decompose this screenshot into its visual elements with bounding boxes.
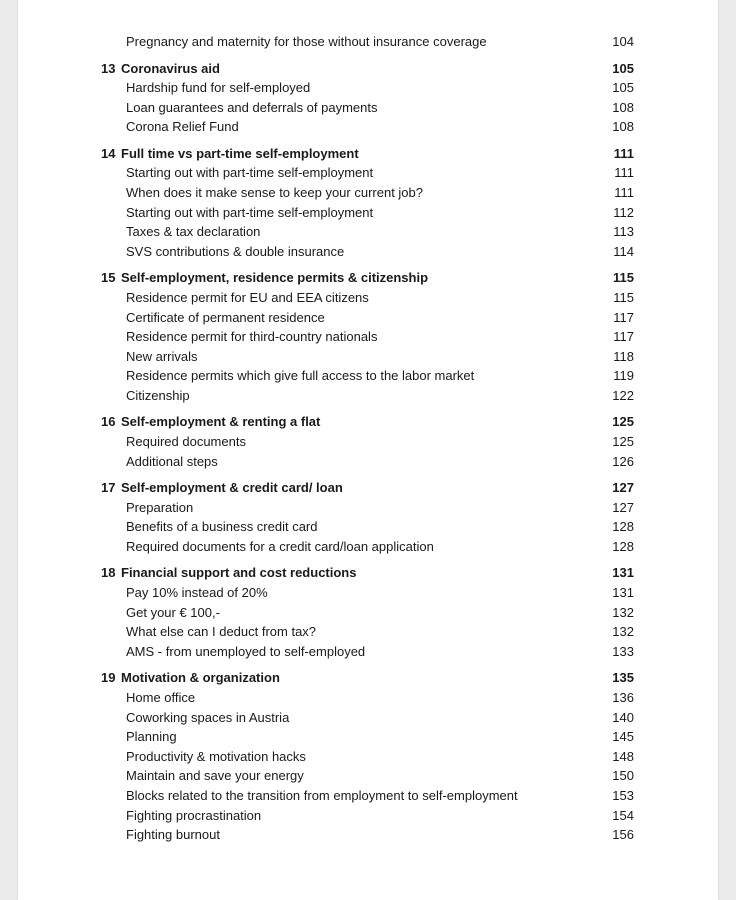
toc-entry-row[interactable]	[18, 727, 718, 747]
toc-chapter-row[interactable]	[18, 563, 718, 583]
entry-title: Preparation	[126, 499, 194, 515]
page-number: 128	[612, 538, 634, 554]
page-number: 133	[612, 643, 634, 659]
toc-entry-row[interactable]	[18, 517, 718, 537]
page-number: 125	[612, 434, 634, 449]
entry-title: Starting out with part-time self-employment	[126, 165, 374, 181]
page-number: 127	[612, 480, 634, 496]
entry-title: New arrivals	[126, 348, 198, 364]
toc-entry-row[interactable]	[18, 432, 718, 452]
toc-entry-row[interactable]	[18, 825, 718, 845]
entry-title: Required documents	[126, 434, 246, 449]
page-number: 131	[612, 565, 634, 581]
toc-entry-row[interactable]	[18, 242, 718, 262]
toc-entry-row[interactable]	[18, 183, 718, 203]
page-number: 105	[612, 60, 634, 76]
entry-title: Pregnancy and maternity for those without insurance coverage	[126, 34, 487, 49]
page-number: 115	[613, 270, 634, 286]
entry-title: Required documents for a credit card/loan application	[126, 538, 434, 554]
chapter-title: Financial support and cost reductions	[121, 565, 357, 581]
chapter-title: Coronavirus aid	[121, 60, 220, 76]
chapter-title: Self-employment & renting a flat	[121, 414, 321, 430]
page-number: 136	[612, 689, 634, 705]
page-number: 150	[612, 768, 634, 784]
page-number: 127	[612, 499, 634, 515]
page-number: 105	[612, 80, 634, 96]
page-number: 122	[612, 387, 634, 403]
entry-title: Starting out with part-time self-employment	[126, 204, 374, 220]
page-number: 112	[613, 204, 634, 220]
entry-title: Citizenship	[126, 387, 190, 403]
toc-entry-row[interactable]	[18, 386, 718, 406]
entry-title: Get your € 100,-	[126, 604, 220, 620]
page-number: 125	[612, 414, 634, 430]
entry-title: Residence permit for third-country nationals	[126, 329, 378, 345]
entry-title: What else can I deduct from tax?	[126, 624, 317, 640]
entry-title: Loan guarantees and deferrals of payments	[126, 99, 378, 115]
chapter-number: 15	[101, 270, 116, 286]
toc-entry-row[interactable]	[18, 688, 718, 708]
page-number: 119	[613, 368, 634, 384]
toc-entry-row[interactable]	[18, 786, 718, 806]
entry-title: Fighting burnout	[126, 827, 220, 843]
toc-entry-row[interactable]	[18, 222, 718, 242]
toc-entry-row[interactable]	[18, 288, 718, 308]
chapter-number: 14	[101, 145, 116, 161]
page-number: 117	[613, 329, 634, 345]
page-number: 111	[613, 145, 634, 161]
toc-entry-row[interactable]	[18, 32, 718, 52]
entry-title: Pay 10% instead of 20%	[126, 585, 268, 600]
page-number: 131	[612, 585, 634, 600]
page-number: 148	[612, 748, 634, 764]
toc-entry-row[interactable]	[18, 78, 718, 98]
page-number: 104	[612, 34, 634, 49]
entry-title: Benefits of a business credit card	[126, 519, 318, 535]
entry-title: Certificate of permanent residence	[126, 309, 325, 325]
chapter-number: 17	[101, 480, 116, 496]
toc-entry-row[interactable]	[18, 708, 718, 728]
toc-chapter-row[interactable]	[18, 412, 718, 432]
page-number: 108	[612, 119, 634, 135]
toc-chapter-row[interactable]	[18, 59, 718, 79]
entry-title: Taxes & tax declaration	[126, 224, 261, 240]
page-number: 128	[612, 519, 634, 535]
chapter-number: 13	[101, 60, 116, 76]
page-number: 111	[614, 165, 634, 181]
entry-title: Maintain and save your energy	[126, 768, 304, 784]
entry-title: Coworking spaces in Austria	[126, 709, 290, 725]
entry-title: Productivity & motivation hacks	[126, 748, 306, 764]
toc-entry-row[interactable]	[18, 452, 718, 472]
page-number: 154	[612, 807, 634, 823]
page-number: 115	[613, 289, 634, 305]
entry-title: Additional steps	[126, 453, 218, 469]
toc-entry-row[interactable]	[18, 366, 718, 386]
entry-title: When does it make sense to keep your current job?	[126, 185, 423, 200]
chapter-title: Full time vs part-time self-employment	[121, 145, 359, 161]
page-number: 117	[613, 309, 634, 325]
page-number: 111	[614, 185, 634, 200]
page-number: 145	[612, 729, 634, 745]
chapter-number: 16	[101, 414, 116, 430]
page-number: 114	[613, 243, 634, 259]
entry-title: AMS - from unemployed to self-employed	[126, 643, 366, 659]
entry-title: Hardship fund for self-employed	[126, 80, 311, 96]
toc-chapter-row[interactable]	[18, 668, 718, 688]
page-number: 126	[612, 453, 634, 469]
toc-entry-row[interactable]	[18, 308, 718, 328]
toc-chapter-row[interactable]	[18, 144, 718, 164]
entry-title: Residence permits which give full access to the labor market	[126, 368, 475, 384]
toc-chapter-row[interactable]	[18, 268, 718, 288]
toc-entry-row[interactable]	[18, 117, 718, 137]
toc-entry-row[interactable]	[18, 327, 718, 347]
document-page	[18, 0, 718, 900]
toc-entry-row[interactable]	[18, 642, 718, 662]
toc-entry-row[interactable]	[18, 203, 718, 223]
page-number: 132	[612, 624, 634, 640]
entry-title: Residence permit for EU and EEA citizens	[126, 289, 369, 305]
entry-title: Home office	[126, 689, 196, 705]
page-number: 140	[612, 709, 634, 725]
page-number: 108	[612, 99, 634, 115]
toc-entry-row[interactable]	[18, 747, 718, 767]
chapter-title: Self-employment, residence permits & citizenship	[121, 270, 429, 286]
toc-entry-row[interactable]	[18, 622, 718, 642]
entry-title: Fighting procrastination	[126, 807, 262, 823]
toc-entry-row[interactable]	[18, 163, 718, 183]
entry-title: Corona Relief Fund	[126, 119, 239, 135]
toc-entry-row[interactable]	[18, 498, 718, 518]
chapter-title: Motivation & organization	[121, 670, 280, 686]
toc-entry-row[interactable]	[18, 537, 718, 557]
toc-entry-row[interactable]	[18, 347, 718, 367]
page-number: 113	[613, 224, 634, 240]
page-number: 153	[612, 787, 634, 803]
toc-entry-row[interactable]	[18, 603, 718, 623]
chapter-number: 18	[101, 565, 116, 581]
chapter-number: 19	[101, 670, 116, 686]
toc-entry-row[interactable]	[18, 766, 718, 786]
toc-entry-row[interactable]	[18, 806, 718, 826]
page-number: 132	[612, 604, 634, 620]
entry-title: SVS contributions & double insurance	[126, 243, 345, 259]
chapter-title: Self-employment & credit card/ loan	[121, 480, 343, 496]
toc-entry-row[interactable]	[18, 583, 718, 603]
page-number: 156	[612, 827, 634, 843]
entry-title: Blocks related to the transition from employment to self-employment	[126, 787, 518, 803]
page-number: 118	[613, 348, 634, 364]
toc-chapter-row[interactable]	[18, 478, 718, 498]
toc-entry-row[interactable]	[18, 98, 718, 118]
entry-title: Planning	[126, 729, 177, 745]
page-number: 135	[612, 670, 634, 686]
